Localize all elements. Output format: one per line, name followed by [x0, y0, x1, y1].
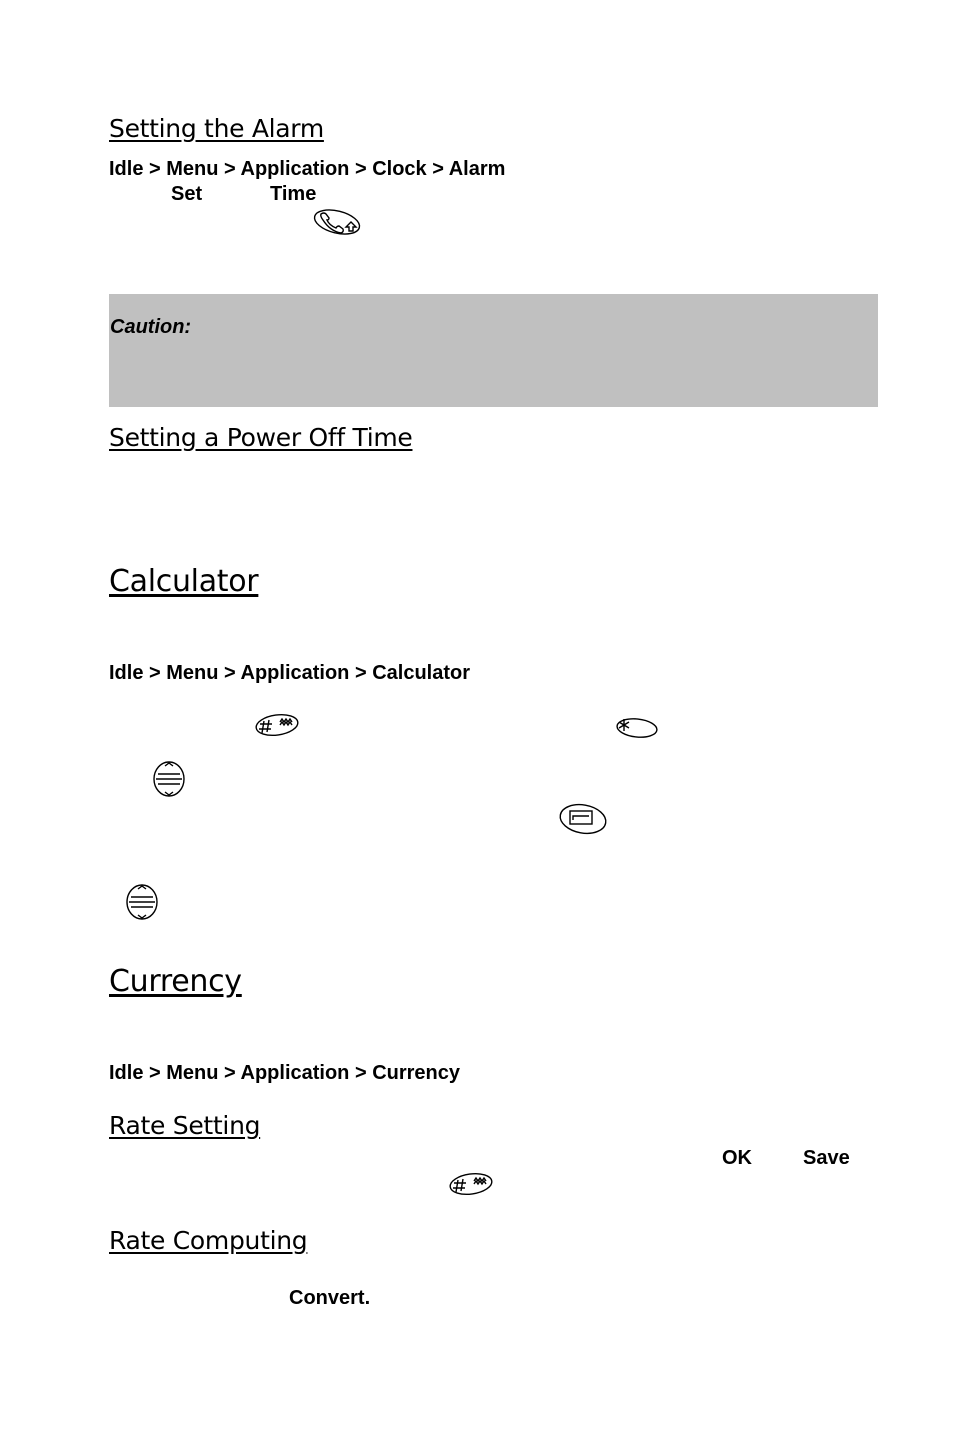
alarm-set-label: Set [171, 183, 203, 205]
alarm-heading: Setting the Alarm [109, 114, 324, 143]
send-key-icon [312, 208, 362, 236]
menu-softkey-icon [558, 802, 608, 836]
calculator-menu-path: Idle > Menu > Application > Calculator [109, 662, 470, 684]
alarm-menu-path: Idle > Menu > Application > Clock > Alarm [109, 158, 506, 180]
rate-computing-convert-label: Convert. [289, 1287, 371, 1309]
navigation-key-icon [152, 760, 186, 798]
rate-computing-heading: Rate Computing [109, 1226, 308, 1255]
star-key-icon [615, 715, 659, 739]
rate-setting-ok-label: OK [722, 1147, 752, 1169]
rate-setting-save-label: Save [803, 1147, 850, 1169]
calculator-heading: Calculator [109, 564, 259, 599]
currency-heading: Currency [109, 964, 242, 999]
power-off-heading: Setting a Power Off Time [109, 423, 413, 452]
currency-menu-path: Idle > Menu > Application > Currency [109, 1062, 461, 1084]
hash-key-icon-2 [448, 1172, 494, 1196]
caution-box [109, 294, 878, 407]
navigation-key-icon-2 [125, 883, 159, 921]
alarm-time-label: Time [270, 183, 317, 205]
rate-setting-heading: Rate Setting [109, 1111, 261, 1140]
hash-key-icon [254, 713, 300, 737]
caution-label: Caution: [110, 316, 192, 338]
